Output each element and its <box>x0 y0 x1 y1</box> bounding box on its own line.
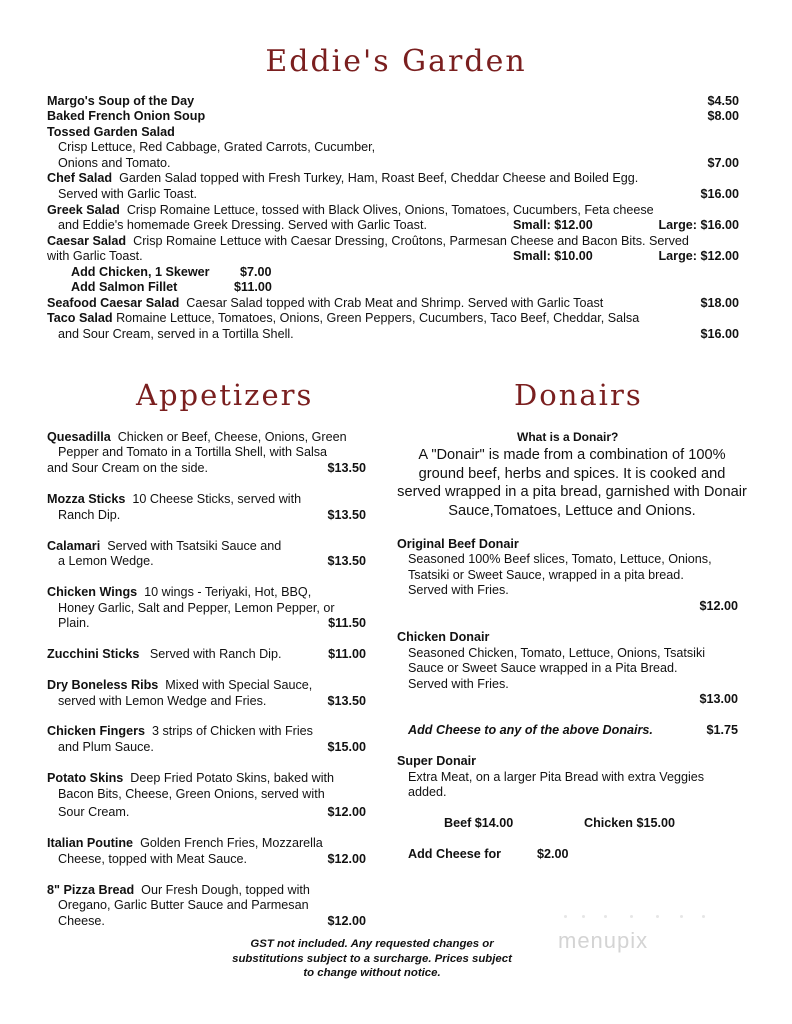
menu-item-price: $8.00 <box>707 109 739 123</box>
menu-item-price: $12.00 <box>327 914 366 928</box>
menu-item <box>47 311 639 326</box>
menu-item-desc: 10 wings - Teriyaki, Hot, BBQ, <box>144 585 312 599</box>
menu-item-desc: Garden Salad topped with Fresh Turkey, Ham, Roast Beef, Cheddar Cheese and Boiled Egg. <box>119 171 639 185</box>
menu-item-name: Italian Poutine <box>47 836 134 850</box>
page-title: Eddie's Garden <box>265 44 527 79</box>
menu-item <box>47 234 689 249</box>
menu-item-price: $13.50 <box>327 461 366 475</box>
menu-item-desc: Cheese, topped with Meat Sauce. <box>58 852 248 866</box>
appetizers-title: Appetizers <box>136 378 314 412</box>
menu-item <box>47 430 347 445</box>
menu-item-desc: served with Lemon Wedge and Fries. <box>58 694 267 708</box>
menu-item-desc: Our Fresh Dough, topped with <box>141 883 310 897</box>
addon-price: $11.00 <box>234 280 272 294</box>
menu-item-desc: Pepper and Tomato in a Tortilla Shell, with Salsa <box>58 445 328 459</box>
menu-item-desc: Plain. <box>58 616 90 630</box>
menu-item-name: Baked French Onion Soup <box>47 109 206 123</box>
menu-item-price: $13.50 <box>327 554 366 568</box>
menu-item-desc: added. <box>408 785 447 799</box>
menu-item-desc: Romaine Lettuce, Tomatoes, Onions, Green Peppers, Cucumbers, Taco Beef, Cheddar, Salsa <box>116 311 640 325</box>
add-cheese-label: Add Cheese to any of the above Donairs. <box>408 723 653 737</box>
menu-item-name: Taco Salad <box>47 311 113 325</box>
menu-item-name: Super Donair <box>397 754 477 768</box>
menu-item <box>47 771 334 786</box>
watermark-text: menupix <box>558 928 649 953</box>
menu-item <box>47 883 310 898</box>
menu-item-desc: Tsatsiki or Sweet Sauce, wrapped in a pita bread. <box>408 568 684 582</box>
menu-item-desc: Deep Fried Potato Skins, baked with <box>130 771 334 785</box>
menu-item-price-large: Large: $12.00 <box>658 249 739 263</box>
menu-item-name: Margo's Soup of the Day <box>47 94 195 108</box>
menu-item <box>47 836 323 851</box>
menu-item-price: $16.00 <box>700 327 739 341</box>
menu-item <box>47 203 654 218</box>
menu-item-desc: and Plum Sauce. <box>58 740 154 754</box>
menu-item-price-small: Small: $12.00 <box>513 218 593 232</box>
menu-item-price: $18.00 <box>700 296 739 310</box>
menu-item-desc: Golden French Fries, Mozzarella <box>140 836 323 850</box>
menu-item-desc: Served with Ranch Dip. <box>149 647 282 661</box>
menu-item <box>47 724 313 739</box>
super-add-cheese-label: Add Cheese for <box>408 847 502 861</box>
menu-item-desc: a Lemon Wedge. <box>58 554 154 568</box>
menu-item-desc: Extra Meat, on a larger Pita Bread with extra Veggies <box>408 770 705 784</box>
menu-item-price: $12.00 <box>699 599 738 613</box>
donair-what-heading: What is a Donair? <box>517 430 619 444</box>
addon-label: Add Chicken, 1 Skewer <box>71 265 210 279</box>
menu-item-name: Tossed Garden Salad <box>47 125 175 139</box>
menu-item-desc: with Garlic Toast. <box>47 249 143 263</box>
addon-price: $7.00 <box>240 265 272 279</box>
menu-item-desc: Chicken or Beef, Cheese, Onions, Green <box>117 430 347 444</box>
menu-item-name: Potato Skins <box>47 771 124 785</box>
super-donair-chicken-price: Chicken $15.00 <box>584 816 676 830</box>
menu-item-name: Calamari <box>47 539 101 553</box>
menu-item-name: Mozza Sticks <box>47 492 126 506</box>
menu-item-desc: Served with Fries. <box>408 583 509 597</box>
menu-item-price: $16.00 <box>700 187 739 201</box>
menu-item-price-large: Large: $16.00 <box>658 218 739 232</box>
menu-item-name: Chicken Wings <box>47 585 138 599</box>
footer-line: to change without notice. <box>303 967 441 980</box>
donair-intro: A "Donair" is made from a combination of 100% ground beef, herbs and spices. It is cooked and served wrapped in a pita bread, garnished with Donair Sauce,Tomatoes, Lettuce and Onions. <box>397 447 747 519</box>
add-cheese-price: $1.75 <box>706 723 738 737</box>
menu-item-desc: and Sour Cream, served in a Tortilla Shell. <box>58 327 294 341</box>
menu-item-desc: and Sour Cream on the side. <box>47 461 209 475</box>
menu-item-price: $11.00 <box>328 647 366 661</box>
menu-item-price: $7.00 <box>707 156 739 170</box>
menu-item-name: Dry Boneless Ribs <box>47 678 159 692</box>
menu-item-desc: Sauce or Sweet Sauce wrapped in a Pita Bread. <box>408 661 678 675</box>
menu-item-name: Chicken Fingers <box>47 724 145 738</box>
menu-item-price-small: Small: $10.00 <box>513 249 593 263</box>
menu-item-price: $15.00 <box>327 740 366 754</box>
menu-item <box>47 492 301 507</box>
menu-item-desc: Sour Cream. <box>58 805 130 819</box>
addon-label: Add Salmon Fillet <box>71 280 178 294</box>
menu-item-desc: 10 Cheese Sticks, served with <box>132 492 302 506</box>
menu-item <box>47 171 638 186</box>
menu-item-desc: Mixed with Special Sauce, <box>165 678 313 692</box>
menu-item-name: Seafood Caesar Salad <box>47 296 180 310</box>
menu-item-desc: Crisp Romaine Lettuce, tossed with Black Olives, Onions, Tomatoes, Cucumbers, Feta cheese <box>126 203 654 217</box>
donairs-title: Donairs <box>514 378 643 412</box>
menu-item-price: $13.50 <box>327 508 366 522</box>
menu-item <box>47 678 312 693</box>
menu-item <box>47 296 603 311</box>
menu-item <box>47 647 282 662</box>
menu-item-name: Chicken Donair <box>397 630 490 644</box>
menu-item-desc: Cheese. <box>58 914 105 928</box>
menu-item-desc: Served with Fries. <box>408 677 509 691</box>
menu-item-desc: Oregano, Garlic Butter Sauce and Parmesan <box>58 898 309 912</box>
menu-item-name: Caesar Salad <box>47 234 127 248</box>
footer-line: substitutions subject to a surcharge. Prices subject <box>232 952 512 965</box>
menu-item-desc: Crisp Romaine Lettuce with Caesar Dressing, Croûtons, Parmesan Cheese and Bacon Bits. Served <box>133 234 689 248</box>
menu-item-desc: Crisp Lettuce, Red Cabbage, Grated Carrots, Cucumber, <box>58 140 376 154</box>
menu-item-desc: and Eddie's homemade Greek Dressing. Served with Garlic Toast. <box>58 218 427 232</box>
menu-item-name: Zucchini Sticks <box>47 647 140 661</box>
menu-item-desc: Served with Tsatsiki Sauce and <box>107 539 282 553</box>
footer-line: GST not included. Any requested changes or <box>250 938 494 950</box>
menu-item-price: $4.50 <box>707 94 739 108</box>
menu-item <box>47 539 281 554</box>
super-donair-beef-price: Beef $14.00 <box>444 816 514 830</box>
menu-item-desc: Seasoned Chicken, Tomato, Lettuce, Onions, Tsatsiki <box>408 646 706 660</box>
menu-item-desc: Ranch Dip. <box>58 508 121 522</box>
watermark-dots <box>560 911 710 921</box>
menu-item-desc: Onions and Tomato. <box>58 156 171 170</box>
menu-item-desc: Honey Garlic, Salt and Pepper, Lemon Pepper, or <box>58 601 335 615</box>
menu-item-price: $13.00 <box>699 692 738 706</box>
menu-item-price: $12.00 <box>327 805 366 819</box>
menu-item-desc: Served with Garlic Toast. <box>58 187 198 201</box>
menu-item-price: $12.00 <box>327 852 366 866</box>
menu-item-desc: 3 strips of Chicken with Fries <box>151 724 313 738</box>
menu-item-price: $13.50 <box>327 694 366 708</box>
menu-item-price: $11.50 <box>328 616 366 630</box>
menu-item-desc: Seasoned 100% Beef slices, Tomato, Lettuce, Onions, <box>408 552 712 566</box>
menu-item-name: Greek Salad <box>47 203 120 217</box>
menu-item-name: Chef Salad <box>47 171 113 185</box>
menu-item-name: Quesadilla <box>47 430 111 444</box>
menu-item-desc: Bacon Bits, Cheese, Green Onions, served with <box>58 787 325 801</box>
menu-item-desc: Caesar Salad topped with Crab Meat and Shrimp. Served with Garlic Toast <box>186 296 604 310</box>
menu-item-name: Original Beef Donair <box>397 537 519 551</box>
footer-note <box>222 937 522 981</box>
menu-item-name: 8" Pizza Bread <box>47 883 135 897</box>
menu-item <box>47 585 311 600</box>
super-add-cheese-price: $2.00 <box>537 847 569 861</box>
